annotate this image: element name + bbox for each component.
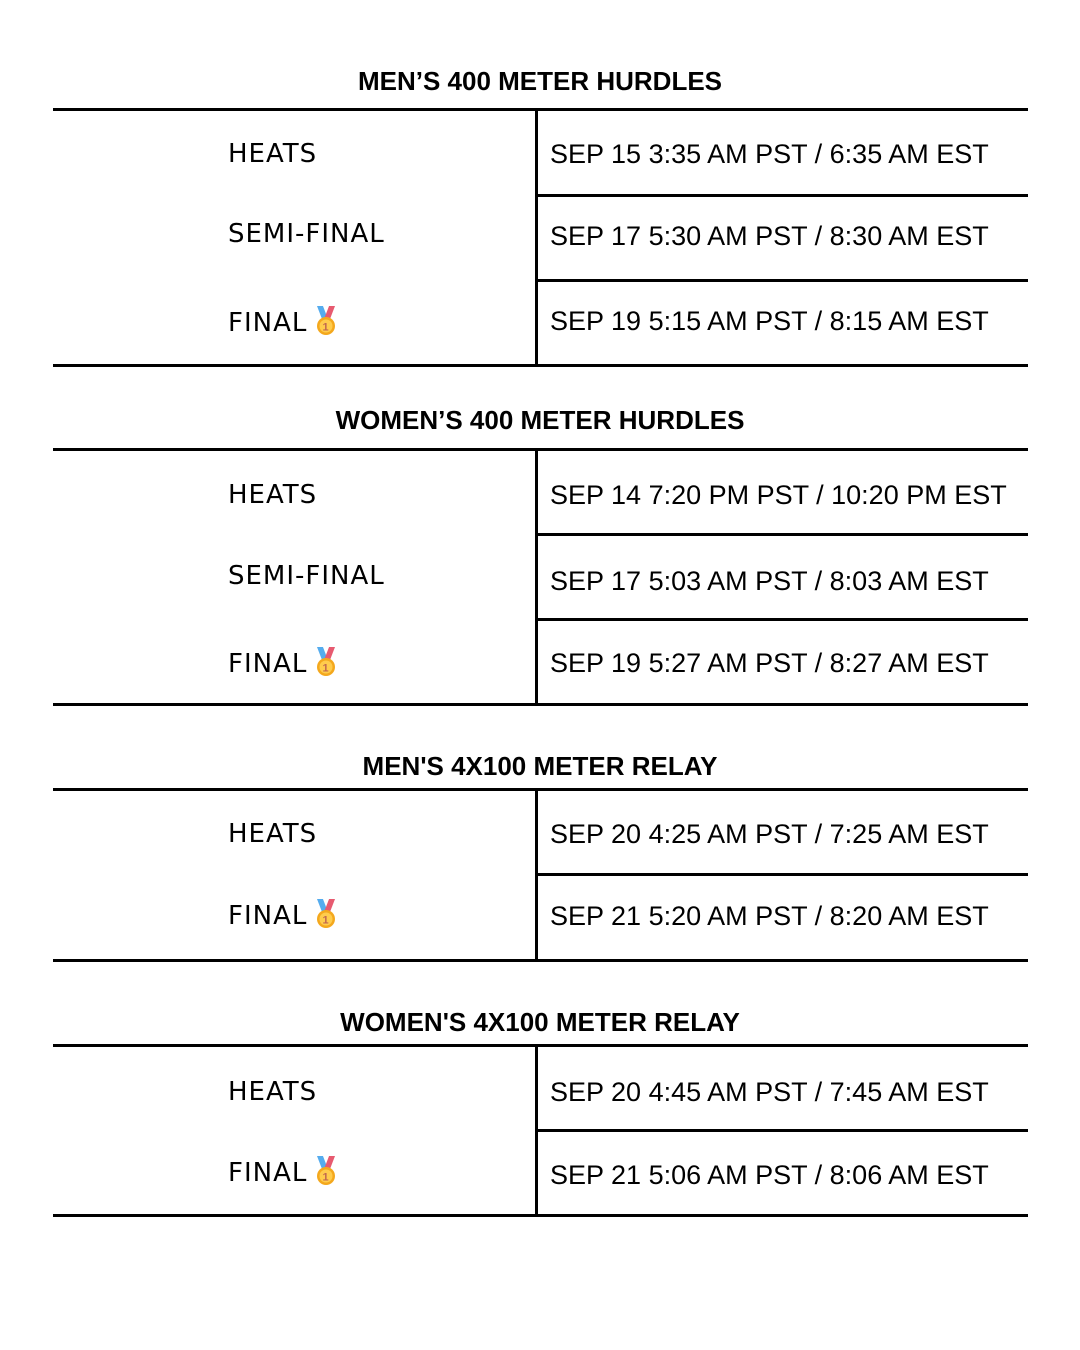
- row-divider: [537, 1129, 1028, 1132]
- round-label: SEMI-FINAL: [228, 561, 385, 591]
- time-value: SEP 21 5:20 AM PST / 8:20 AM EST: [550, 901, 989, 931]
- table-top-rule: [53, 1044, 1028, 1047]
- row-divider: [537, 873, 1028, 876]
- table-bottom-rule: [53, 364, 1028, 367]
- round-label: HEATS: [228, 1077, 318, 1107]
- column-divider: [535, 110, 538, 366]
- round-label: FINAL 1: [228, 308, 339, 338]
- svg-text:1: 1: [322, 1171, 330, 1184]
- row-divider: [537, 279, 1028, 282]
- time-value: SEP 20 4:25 AM PST / 7:25 AM EST: [550, 819, 989, 849]
- table-bottom-rule: [53, 703, 1028, 706]
- round-label: SEMI-FINAL: [228, 219, 385, 249]
- round-label: HEATS: [228, 139, 318, 169]
- column-divider: [535, 450, 538, 705]
- time-value: SEP 21 5:06 AM PST / 8:06 AM EST: [550, 1160, 989, 1190]
- time-value: SEP 19 5:15 AM PST / 8:15 AM EST: [550, 306, 989, 336]
- time-value: SEP 17 5:03 AM PST / 8:03 AM EST: [550, 566, 989, 596]
- row-divider: [537, 618, 1028, 621]
- gold-medal-icon: [313, 899, 339, 929]
- gold-medal-icon: [313, 647, 339, 677]
- table-top-rule: [53, 788, 1028, 791]
- row-divider: [537, 533, 1028, 536]
- section-title: WOMEN'S 4X100 METER RELAY: [340, 1007, 740, 1037]
- gold-medal-icon: [313, 306, 339, 336]
- svg-text:1: 1: [322, 321, 330, 334]
- time-value: SEP 14 7:20 PM PST / 10:20 PM EST: [550, 480, 1007, 510]
- svg-text:1: 1: [322, 914, 330, 927]
- section-title: WOMEN’S 400 METER HURDLES: [335, 405, 745, 435]
- round-label: HEATS: [228, 819, 318, 849]
- time-value: SEP 20 4:45 AM PST / 7:45 AM EST: [550, 1077, 989, 1107]
- svg-text:1: 1: [322, 662, 330, 675]
- round-label: FINAL 1: [228, 901, 339, 931]
- time-value: SEP 17 5:30 AM PST / 8:30 AM EST: [550, 221, 989, 251]
- row-divider: [537, 194, 1028, 197]
- table-bottom-rule: [53, 1214, 1028, 1217]
- table-bottom-rule: [53, 959, 1028, 962]
- time-value: SEP 15 3:35 AM PST / 6:35 AM EST: [550, 139, 989, 169]
- gold-medal-icon: [313, 1156, 339, 1186]
- section-title: MEN’S 400 METER HURDLES: [357, 66, 723, 96]
- round-label: FINAL 1: [228, 1158, 339, 1188]
- table-top-rule: [53, 448, 1028, 451]
- round-label: FINAL 1: [228, 649, 339, 679]
- round-label: HEATS: [228, 480, 318, 510]
- section-title: MEN'S 4X100 METER RELAY: [362, 751, 718, 781]
- time-value: SEP 19 5:27 AM PST / 8:27 AM EST: [550, 648, 989, 678]
- table-top-rule: [53, 108, 1028, 111]
